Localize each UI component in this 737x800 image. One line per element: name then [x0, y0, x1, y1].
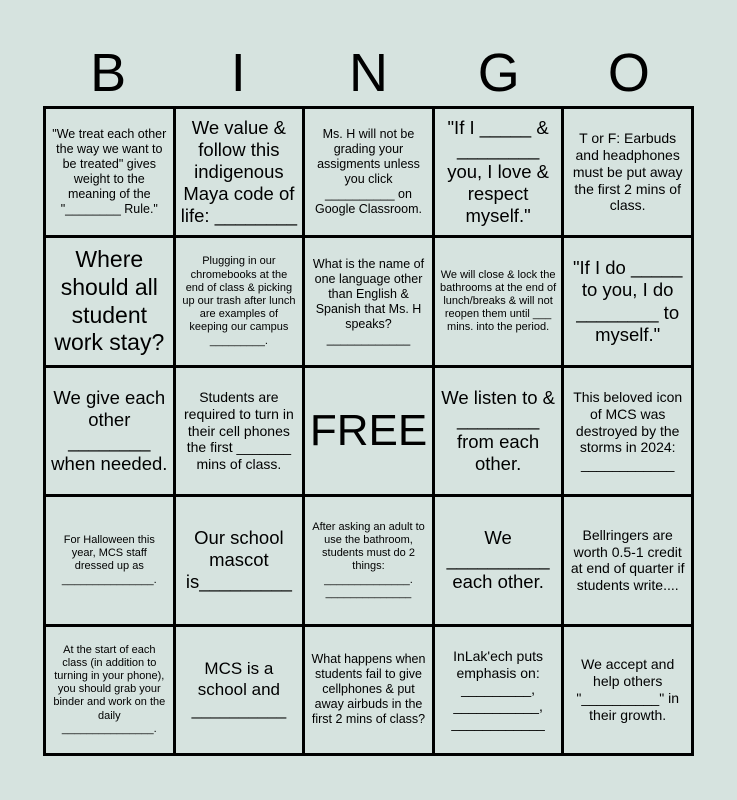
bingo-cell-g5[interactable]	[435, 627, 562, 753]
bingo-cell-b2[interactable]	[46, 238, 173, 364]
cell-text: At the start of each class (in addition to turning in your phone), you should grab your binder and work on the daily _______________.	[53, 643, 166, 735]
cell-text: We value & follow this indigenous Maya code of life: ________	[180, 116, 298, 227]
cell-text: What is the name of one language other than English & Spanish that Ms. H speaks? ____________	[312, 256, 425, 346]
bingo-cell-n2[interactable]	[305, 238, 432, 364]
cell-text: This beloved icon of MCS was destroyed by the storms in 2024: ____________	[573, 389, 683, 473]
header-letter-i: I	[230, 43, 246, 103]
cell-text: Students are required to turn in their cell phones the first _______ mins of class.	[184, 389, 294, 473]
bingo-cell-n4[interactable]	[305, 497, 432, 623]
bingo-cell-b5[interactable]	[46, 627, 173, 753]
cell-text: Where should all student work stay?	[54, 246, 165, 356]
bingo-cell-g2[interactable]	[435, 238, 562, 364]
bingo-cell-g3[interactable]	[435, 368, 562, 494]
cell-text: We __________ each other.	[446, 527, 550, 593]
bingo-cell-free[interactable]	[305, 368, 432, 494]
cell-text: "If I do _____ to you, I do ________ to myself."	[572, 257, 683, 345]
bingo-cell-o5[interactable]	[564, 627, 691, 753]
bingo-cell-n5[interactable]	[305, 627, 432, 753]
cell-text: T or F: Earbuds and headphones must be put away the first 2 mins of class.	[572, 130, 683, 214]
bingo-cell-i3[interactable]	[176, 368, 303, 494]
cell-text: MCS is a school and __________	[191, 659, 287, 719]
cell-text: What happens when students fail to give cellphones & put away airbuds in the first 2 mins of class?	[311, 652, 426, 727]
bingo-cell-o2[interactable]	[564, 238, 691, 364]
bingo-header	[43, 40, 694, 106]
bingo-cell-n1[interactable]	[305, 109, 432, 235]
bingo-cell-o3[interactable]	[564, 368, 691, 494]
bingo-cell-i2[interactable]	[176, 238, 303, 364]
bingo-cell-g1[interactable]	[435, 109, 562, 235]
cell-text: Bellringers are worth 0.5-1 credit at end of quarter if students write....	[570, 526, 685, 594]
cell-text: After asking an adult to use the bathroom, students must do 2 things: ______________. ______________	[312, 520, 425, 599]
cell-text: We accept and help others "__________" in their growth.	[576, 656, 679, 723]
cell-text: Plugging in our chromebooks at the end of class & picking up our trash after lunch are examples of keeping our campus _________.	[182, 255, 296, 347]
cell-text: For Halloween this year, MCS staff dressed up as _______________.	[61, 534, 157, 586]
bingo-cell-i5[interactable]	[176, 627, 303, 753]
bingo-cell-b4[interactable]	[46, 497, 173, 623]
bingo-cell-b1[interactable]	[46, 109, 173, 235]
bingo-cell-o1[interactable]	[564, 109, 691, 235]
cell-text: We will close & lock the bathrooms at the end of lunch/breaks & will not reopen them until ___ mins. into the period.	[440, 268, 557, 334]
bingo-cell-i1[interactable]	[176, 109, 303, 235]
bingo-cell-b3[interactable]	[46, 368, 173, 494]
bingo-cell-g4[interactable]	[435, 497, 562, 623]
bingo-cell-i4[interactable]	[176, 497, 303, 623]
cell-text: Ms. H will not be grading your assigments unless you click __________ on Google Classroom.	[314, 127, 422, 217]
cell-text: Our school mascot is_________	[185, 527, 292, 593]
bingo-board	[43, 106, 694, 756]
cell-text: "We treat each other the way we want to be treated" gives weight to the meaning of the "________ Rule."	[52, 127, 167, 217]
cell-text: InLak'ech puts emphasis on: _________, ___________, ____________	[451, 647, 545, 731]
header-letter-g: G	[477, 43, 520, 103]
header-letter-b: B	[90, 43, 127, 103]
bingo-cell-o4[interactable]	[564, 497, 691, 623]
free-space-label: FREE	[309, 405, 428, 455]
header-letter-n: N	[348, 43, 388, 103]
header-letter-o: O	[607, 43, 650, 103]
cell-text: We give each other ________ when needed.	[51, 386, 168, 475]
cell-text: We listen to & ________ from each other.	[441, 386, 555, 475]
cell-text: "If I _____ & ________ you, I love & respect myself."	[447, 116, 549, 227]
